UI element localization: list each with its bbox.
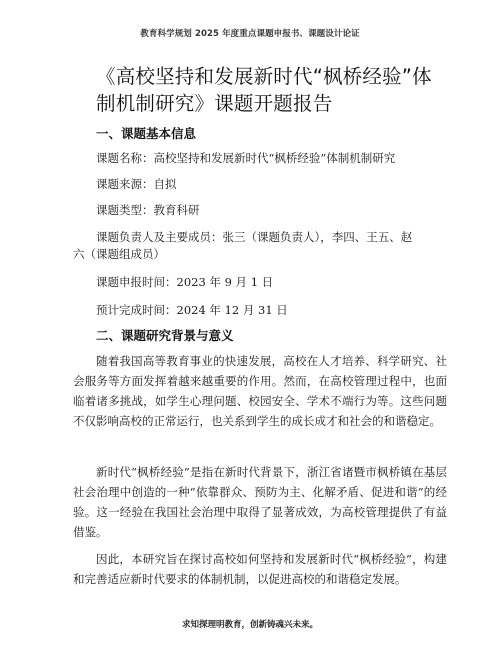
info-finish-date: 预计完成时间：2024 年 12 月 31 日 [96,303,288,317]
info-topic-source: 课题来源：自拟 [96,177,177,191]
section-heading-basic-info: 一、课题基本信息 [96,126,197,141]
background-paragraph-3: 因此，本研究旨在探讨高校如何坚持和发展新时代“枫桥经验”，构建和完善适应新时代要求的体制机制，以促进高校的和谐稳定发展。 [73,552,447,586]
info-apply-date: 课题申报时间：2023 年 9 月 1 日 [96,275,274,289]
info-members-line1: 课题负责人及主要成员：张三（课题负责人），李四、王五、赵 [96,230,413,244]
background-paragraph-1: 随着我国高等教育事业的快速发展，高校在人才培养、科学研究、社会服务等方面发挥着越来越重要的作用。然而，在高校管理过程中，也面临着诸多挑战，如学生心理问题、校园安全、学术不端行为等。这些问题不仅影响高校的正常运行，也关系到学生的成长成才和社会的和谐稳定。 [73,354,447,428]
background-paragraph-2: 新时代“枫桥经验”是指在新时代背景下，浙江省诸暨市枫桥镇在基层社会治理中创造的一种“依靠群众、预防为主、化解矛盾、促进和谐”的经验。这一经验在我国社会治理中取得了显著成效，为高校管理提供了有益借鉴。 [73,465,447,539]
footer-slogan: 求知探理明教育，创新铸魂兴未来。 [181,620,318,630]
info-members-line2: 六（课题组成员） [73,247,165,261]
info-topic-name: 课题名称：高校坚持和发展新时代“枫桥经验”体制机制研究 [96,151,396,165]
running-header: 教育科学规划 2025 年度重点课题申报书、课题设计论证 [140,29,360,39]
section-heading-background: 二、课题研究背景与意义 [96,328,234,343]
info-topic-type: 课题类型：教育科研 [96,203,200,217]
document-title: 《高校坚持和发展新时代“枫桥经验”体制机制研究》课题开题报告 [96,65,432,115]
